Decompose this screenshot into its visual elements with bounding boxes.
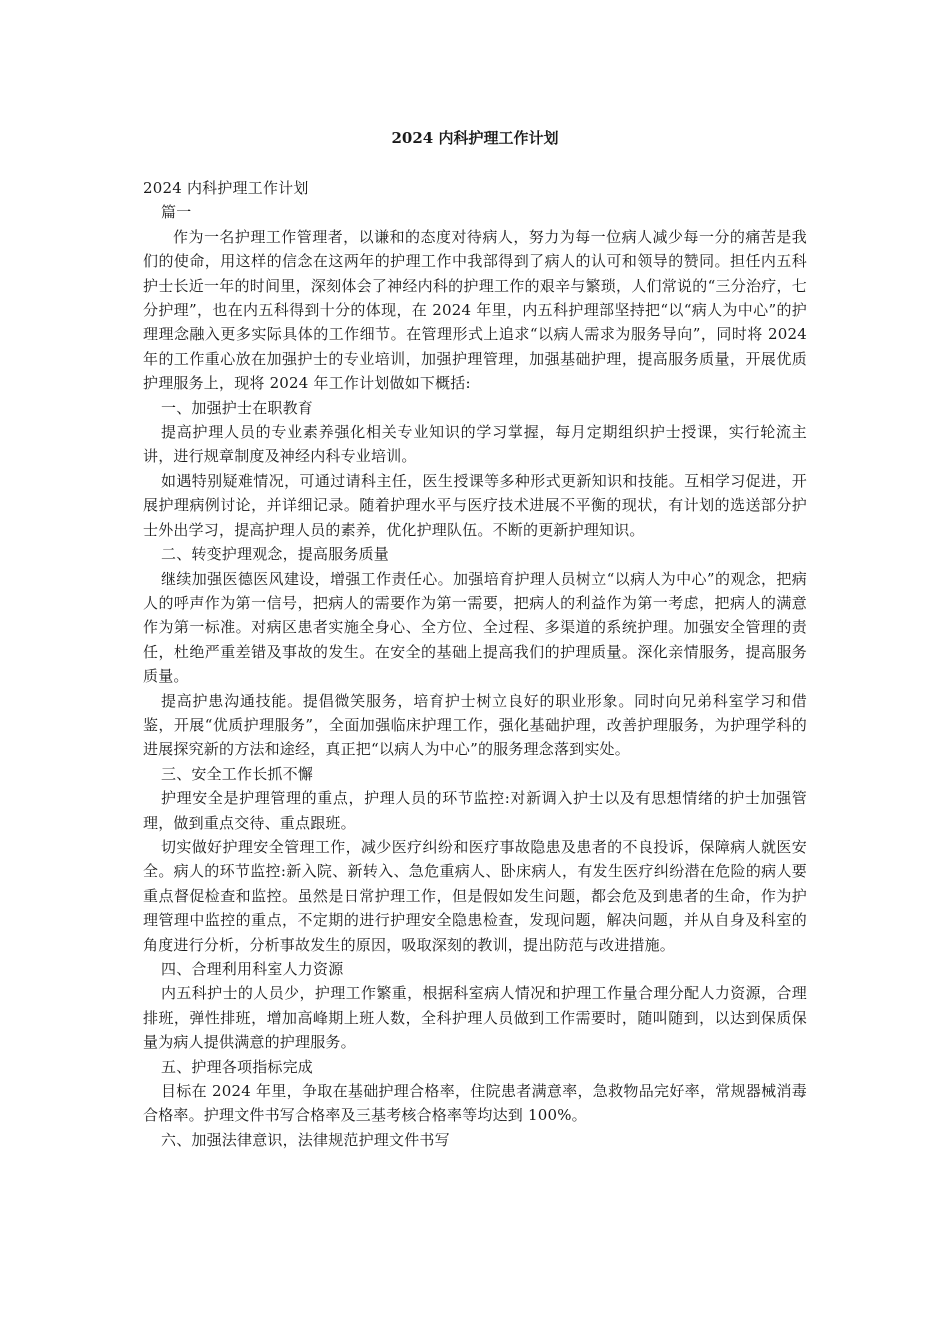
paragraph-intro: 作为一名护理工作管理者，以谦和的态度对待病人，努力为每一位病人减少每一分的痛苦是我们的使命，用这样的信念在这两年的护理工作中我部得到了病人的认可和领导的赞同。担任内五科护士长近一年的时间里，深刻体会了神经内科的护理工作的艰辛与繁琐，人们常说的“三分治疗，七分护理”，也在内五科得到十分的体现，在 2024 年里，内五科护理部坚持把“以“病人为中心”的护理理念融入更多实际具体的工作细节。在管理形式上追求“以病人需求为服务导向”，同时将 2024 年的工作重心放在加强护士的专业培训，加强护理管理，加强基础护理，提高服务质量，开展优质护理服务上，现将 2024 年工作计划做如下概括: bbox=[143, 227, 807, 393]
document-body bbox=[143, 176, 807, 1152]
paragraph: 提高护患沟通技能。提倡微笑服务，培育护士树立良好的职业形象。同时向兄弟科室学习和借鉴，开展“优质护理服务”，全面加强临床护理工作，强化基础护理，改善护理服务，为护理学科的进展探究新的方法和途经，真正把“以病人为中心”的服务理念落到实处。 bbox=[143, 691, 807, 759]
paragraph: 目标在 2024 年里，争取在基础护理合格率，住院患者满意率，急救物品完好率，常规器械消毒合格率。护理文件书写合格率及三基考核合格率等均达到 100%。 bbox=[143, 1082, 807, 1125]
document-subtitle: 2024 内科护理工作计划 bbox=[143, 179, 309, 197]
section-heading-5: 五、护理各项指标完成 bbox=[161, 1057, 314, 1076]
section-heading-1: 一、加强护士在职教育 bbox=[161, 398, 314, 417]
section-heading-3: 三、安全工作长抓不懈 bbox=[161, 764, 314, 783]
section-heading-2: 二、转变护理观念，提高服务质量 bbox=[161, 545, 390, 564]
section-heading-4: 四、合理利用科室人力资源 bbox=[161, 960, 344, 978]
paragraph: 护理安全是护理管理的重点，护理人员的环节监控:对新调入护士以及有思想情绪的护士加强管理，做到重点交待、重点跟班。 bbox=[143, 789, 807, 832]
part-label: 篇一 bbox=[161, 203, 192, 222]
paragraph: 内五科护士的人员少，护理工作繁重，根据科室病人情况和护理工作量合理分配人力资源，合理排班，弹性排班，增加高峰期上班人数，全科护理人员做到工作需要时，随叫随到，以达到保质保量为病人提供满意的护理服务。 bbox=[143, 984, 807, 1052]
paragraph: 继续加强医德医风建设，增强工作责任心。加强培育护理人员树立“以病人为中心”的观念，把病人的呼声作为第一信号，把病人的需要作为第一需要，把病人的利益作为第一考虑，把病人的满意作为第一标准。对病区患者实施全身心、全方位、全过程、多渠道的系统护理。加强安全管理的责任，杜绝严重差错及事故的发生。在安全的基础上提高我们的护理质量。深化亲情服务，提高服务质量。 bbox=[143, 569, 807, 686]
section-heading-6: 六、加强法律意识，法律规范护理文件书写 bbox=[161, 1130, 450, 1149]
paragraph: 提高护理人员的专业素养强化相关专业知识的学习掌握，每月定期组织护士授课，实行轮流主讲，进行规章制度及神经内科专业培训。 bbox=[143, 423, 807, 466]
paragraph: 如遇特别疑难情况，可通过请科主任，医生授课等多种形式更新知识和技能。互相学习促进，开展护理病例讨论，并详细记录。随着护理水平与医疗技术进展不平衡的现状，有计划的选送部分护士外出学习，提高护理人员的素养，优化护理队伍。不断的更新护理知识。 bbox=[143, 471, 807, 539]
document-title: 2024 内科护理工作计划 bbox=[391, 129, 559, 147]
paragraph: 切实做好护理安全管理工作，减少医疗纠纷和医疗事故隐患及患者的不良投诉，保障病人就医安全。病人的环节监控:新入院、新转入、急危重病人、卧床病人，有发生医疗纠纷潜在危险的病人要重点督促检查和监控。虽然是日常护理工作，但是假如发生问题，都会危及到患者的生命，作为护理管理中监控的重点，不定期的进行护理安全隐患检查，发现问题，解决问题，并从自身及科室的角度进行分析，分析事故发生的原因，吸取深刻的教训，提出防范与改进措施。 bbox=[143, 837, 807, 954]
